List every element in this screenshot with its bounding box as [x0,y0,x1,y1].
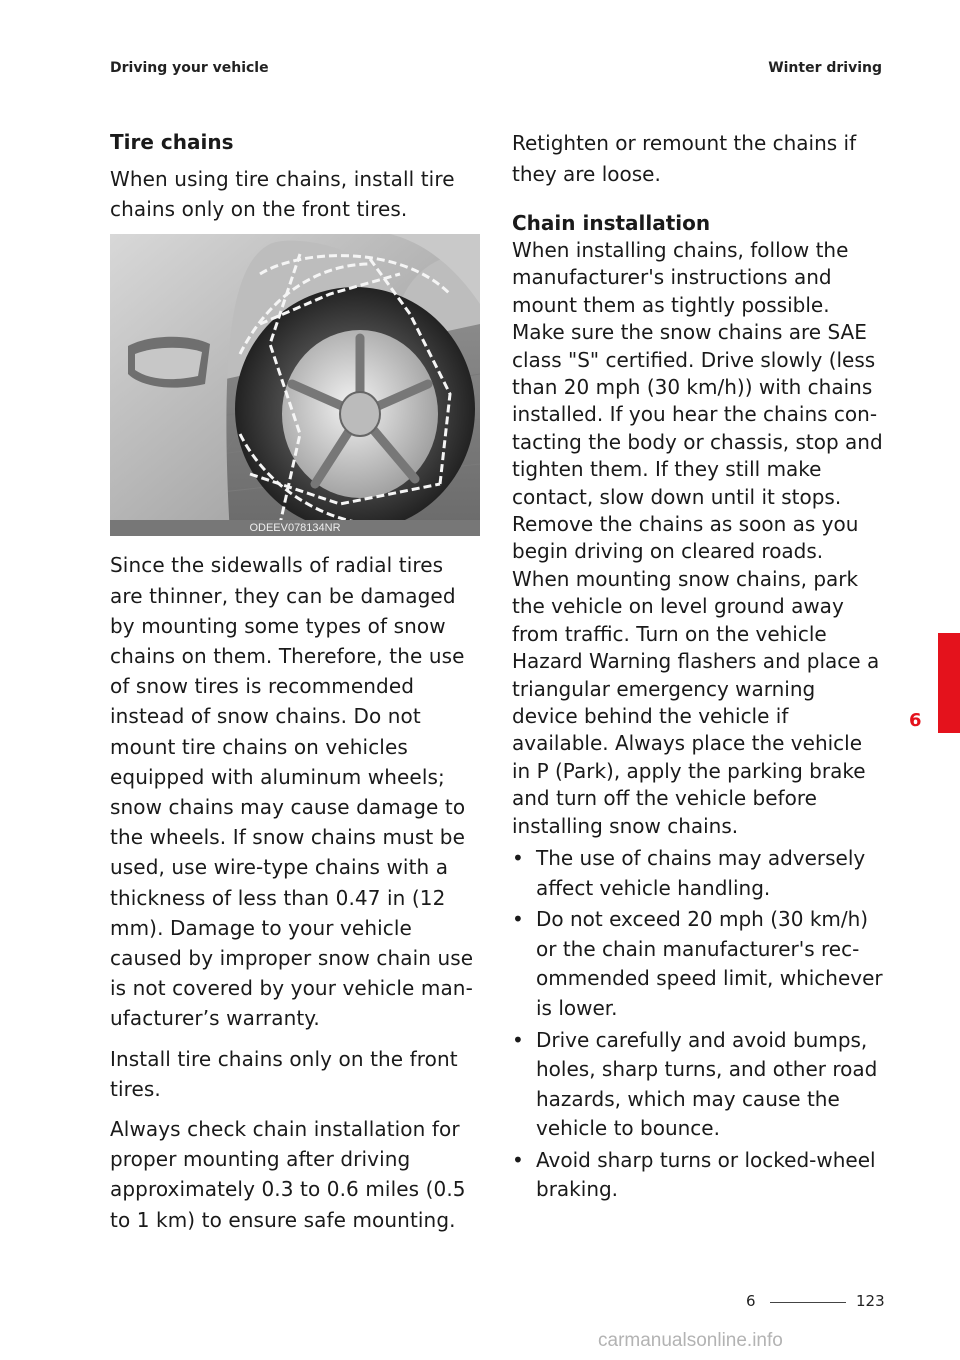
list-item: • Drive carefully and avoid bumps, holes, sharp turns, and other road hazards, which may cause the vehicle to bounce. [512,1027,878,1141]
running-header-left: Driving your vehicle [110,60,269,76]
bullet-marker: • [512,907,524,932]
bullet-marker: • [512,845,524,870]
bullet-marker: • [512,1147,524,1172]
tire-chain-illustration [110,234,480,536]
radial-tire-paragraph: Since the sidewalls of radial tires are thinner, they can be damaged by mounting some types of snow chains on them. Therefore, the use of snow tires is recommended instead of snow chains. Do not mount tire chains on vehicles equipped with aluminum wheels; snow chains may cause damage to the wheels. If snow chains must be used, use wire-type chains with a thickness of less than 0.47 in (12 mm). Damage to your vehicle caused by improper snow chain use is not covered by your vehicle man-ufacturer’s warranty. [110,553,474,1031]
left-column [110,128,480,1245]
running-header-right: Winter driving [768,60,882,76]
list-item: • The use of chains may adversely affect vehicle handling. [512,845,866,900]
section-heading-tire-chains: Tire chains [110,130,234,154]
chapter-side-number: 6 [909,710,922,731]
chapter-side-tab [938,633,960,733]
watermark-text: carmanualsonline.info [598,1330,783,1351]
chain-installation-body: When installing chains, follow the manufacturer's instructions and mount them as tightly possible. Make sure the snow chains are SAE class "S" certified. Drive slowly (less than 20 mph (30 km/h)) with chains installed. If you hear the chains con-tacting the body or chassis, stop and tighten them. If they still make contact, slow down until it stops. Remove the chains as soon as you begin driving on cleared roads. When mounting snow chains, park the vehicle on level ground away from traffic. Turn on the vehicle Hazard Warning flashers and place a triangular emergency warning device behind the vehicle if available. Always place the vehicle in P (Park), apply the parking brake and turn off the vehicle before installing snow chains. [512,238,883,838]
list-item: • Avoid sharp turns or locked-wheel braking. [512,1147,876,1202]
right-column [512,128,884,1207]
section-heading-chain-installation: Chain installation [512,211,711,235]
footer-page-number: 123 [856,1292,885,1310]
footer-divider [770,1302,846,1303]
figure-code: ODEEV078134NR [110,520,480,536]
check-installation-paragraph: Always check chain installation for proper mounting after driving approximately 0.3 to 0.6 miles (0.5 to 1 km) to ensure safe mounting. [110,1117,466,1232]
retighten-paragraph: Retighten or remount the chains if they are loose. [512,131,857,186]
caution-bullet-list [512,844,884,1205]
footer-chapter-number: 6 [746,1292,756,1310]
intro-paragraph: When using tire chains, install tire chains only on the front tires. [110,167,455,222]
bullet-marker: • [512,1027,524,1052]
tire-chain-image [110,234,480,536]
list-item: • Do not exceed 20 mph (30 km/h) or the chain manufacturer's rec-ommended speed limit, whichever is lower. [512,907,883,1020]
install-front-paragraph: Install tire chains only on the front tires. [110,1046,458,1101]
